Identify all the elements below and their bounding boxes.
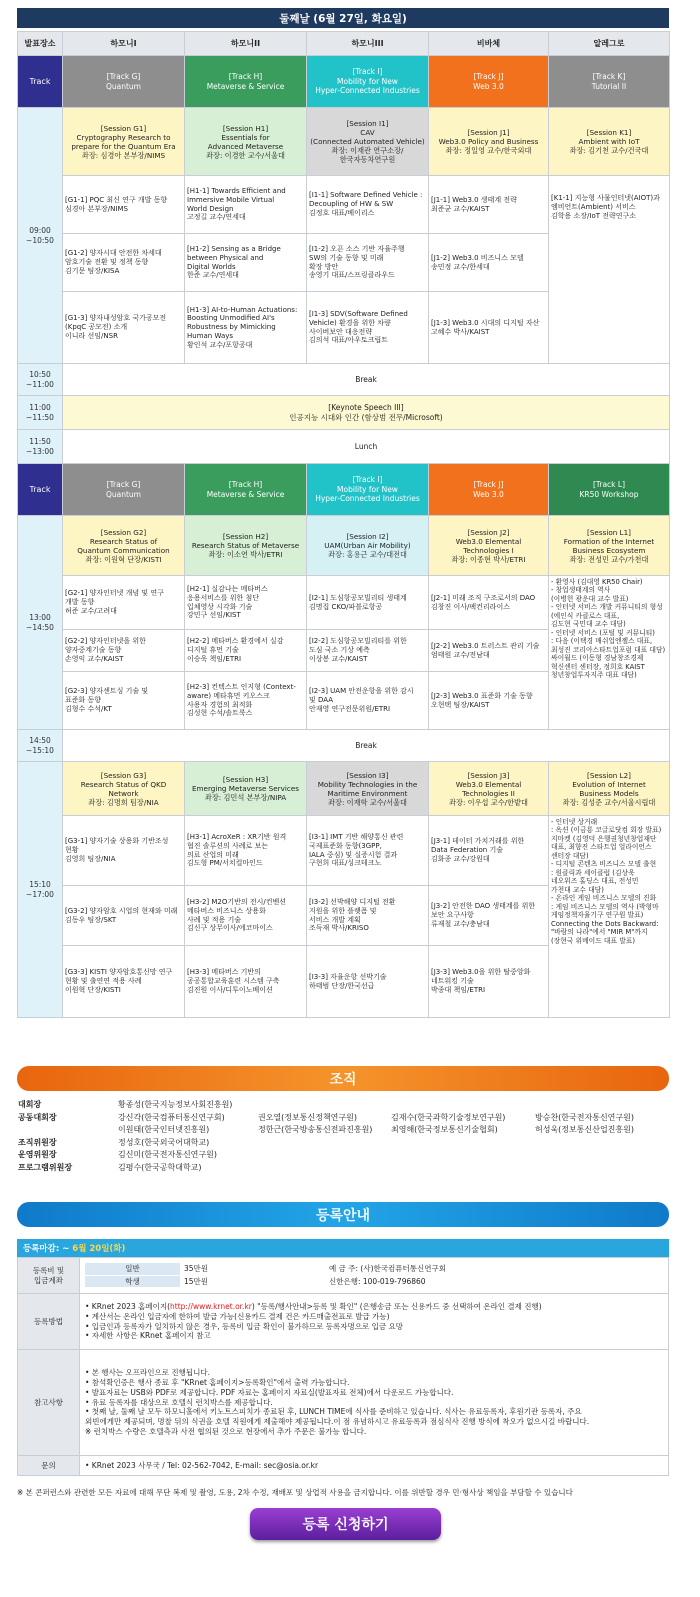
- session-j2: [Session J2] Web3.0 Elemental Technologies I 좌장: 이종현 박사/ETRI: [429, 516, 549, 576]
- talk-g1-1: [G1-1] PQC 최신 연구 개발 동향 심경아 본부장/NIMS: [63, 176, 185, 234]
- session-l2-program: - 인터넷 상거래 : 옥션 (이금룡 코글로닷컴 회장 발표) 지마켓 (김영덕 은행권청년창업재단 대표, 최향진 스타트업 얼라이언스 센터장 대담) - 디지털 콘텐츠 비즈니스 모델 출현 : 원클릭과 세이클럽 (김상욱 네오위즈 홀딩스 대표, 전성민 가천대 교수 대담) - 온라인 게임 비즈니스 모델의 진화 : 게임 비즈니스 모델의 역사 (박형마 게임정책자율기구 연구원 발표) Connecting the Dots Backward: "바람의 나라"에서 "MIR M"까지 (장현국 위메이드 대표 발표): [549, 816, 670, 1018]
- talk-j1-3: [J1-3] Web3.0 시대의 디지털 자산 고혜수 박사/KAIST: [429, 292, 549, 364]
- talk-g3-2: [G3-2] 양자암호 시업의 현재와 미래 김동우 팀장/SKT: [63, 886, 185, 946]
- header-place: 발표장소: [18, 32, 63, 56]
- schedule-table: [17, 31, 670, 1018]
- time-slot: 13:00 ~14:50: [18, 516, 63, 730]
- talk-j1-1: [J1-1] Web3.0 생태계 전략 최준균 교수/KAIST: [429, 176, 549, 234]
- contact-label: 문의: [18, 1456, 80, 1476]
- org-member: 강신각(한국컴퓨터통신연구회): [118, 1112, 225, 1122]
- talk-j3-2: [J3-2] 안전한 DAO 생태계를 위한 보안 요구사항 류재철 교수/충남대: [429, 886, 549, 946]
- talk-h2-3: [H2-3] 컨텍스트 인지형 (Context- aware) 메타휴먼 키오스크 사용자 경험의 최적화 김성현 수석/솔트룩스: [185, 672, 307, 730]
- session-j3: [Session J3] Web3.0 Elemental Technologies II 좌장: 이우섭 교수/한밭대: [429, 762, 549, 816]
- talk-g2-2: [G2-2] 양자인터넷을 위한 양자중계기술 동향 손영익 교수/KAIST: [63, 630, 185, 672]
- session-j1: [Session J1] Web3.0 Policy and Business 좌장: 정일영 교수/한국외대: [429, 108, 549, 176]
- contact-info: • KRnet 2023 사무국 / Tel: 02-562-7042, E-mail: sec@osia.or.kr: [80, 1456, 669, 1476]
- account-number: 신한은행: 100-019-796860: [329, 1276, 426, 1286]
- registration-deadline: 등록마감: ~ 6월 20일(화): [17, 1239, 669, 1257]
- break-row: Break: [63, 364, 670, 396]
- session-l2: [Session L2] Evolution of Internet Business Models 좌장: 김성준 교수/서울시립대: [549, 762, 670, 816]
- talk-h3-2: [H3-2] M2O기반의 전시/컨벤션 메타버스 비즈니스 상용화 사례 및 적용 기술 김신구 상무이사/에코마이스: [185, 886, 307, 946]
- room-harmony-2: 하모니II: [185, 32, 307, 56]
- org-role: 운영위원장: [18, 1150, 57, 1159]
- org-member: 정성호(한국외국어대학교): [118, 1137, 210, 1147]
- talk-h1-1: [H1-1] Towards Efficient and Immersive Mobile Virtual World Design 고정길 교수/연세대: [185, 176, 307, 234]
- track-h: [Track H] Metaverse & Service: [185, 464, 307, 516]
- talk-h2-1: [H2-1] 실감나는 메타버스 응용서비스를 위한 첨단 입체영상 시각화 기술 강민구 선임/KIST: [185, 576, 307, 630]
- talk-k1-1: [K1-1] 지능형 사물인터넷(AIOT)과 엠비언트(Ambient) 서비스 김학용 소장/IoT 전략연구소: [549, 176, 670, 364]
- talk-g1-2: [G1-2] 양자시대 안전한 차세대 암호기술 전환 및 정책 동향 김기문 팀장/KISA: [63, 234, 185, 292]
- session-i2: [Session I2] UAM(Urban Air Mobility) 좌장: 홍용근 교수/대전대: [307, 516, 429, 576]
- talk-i1-3: [I1-3] SDV(Software Defined Vehicle) 환경을 위한 차량 사이버보안 대응전략 김의석 대표/아우토크립트: [307, 292, 429, 364]
- session-k1: [Session K1] Ambient with IoT 좌장: 김기천 교수/건국대: [549, 108, 670, 176]
- room-harmony-3: 하모니III: [307, 32, 429, 56]
- registration-table: [17, 1257, 669, 1476]
- talk-g3-3: [G3-3] KISTI 양자암호통신망 연구 현황 및 출연연 적용 사례 이원혁 단장/KISTI: [63, 946, 185, 1018]
- talk-g1-3: [G1-3] 양자내성암호 국가공모전 (KpqC 공모전) 소개 이니라 선임/NSR: [63, 292, 185, 364]
- org-list: [18, 1099, 668, 1174]
- registration-section: [17, 1239, 669, 1476]
- fee-amount: 15만원: [184, 1276, 209, 1286]
- talk-j2-1: [J2-1] 미래 조직 구조로서의 DAO 김창진 이사/팩컨리라이스: [429, 576, 549, 630]
- talk-j3-1: [J3-1] 데이터 가치거래를 위한 Data Federation 기술 김화종 교수/강원대: [429, 816, 549, 886]
- org-role: 공동대회장: [18, 1112, 57, 1122]
- reference-cell: • 본 행사는 오프라인으로 진행됩니다. • 참석확인증은 행사 종료 후 "KRnet 홈페이지>등록확인"에서 출력 가능합니다. • 발표자료는 USB와 PDF로 제공합니다. PDF 자료는 홈페이지 자료실(발표자료 전체)에서 다운로드 가능합니다. • 유료 등록자를 대상으로 호텔식 런치박스를 제공합니다. • 첫째 날, 둘째 날 모두 하모니홀에서 키노트스피치가 종료된 후, LUNCH TIME에 식사를 준비하고 있습니다. 식사는 유료등록자, 후원기관 등록자, 주요 외빈에게만 제공되며, 명찰 뒤의 식권을 호텔 직원에게 제출해야 제공됩니다.이 점 유념하시고 유료등록과 점심식사 진행 방식에 착오가 없으시길 바랍니다. ※ 런치박스 수량은 호텔측과 사전 협의된 것으로 현장에서 추가 주문은 불가능 합니다.: [80, 1350, 669, 1456]
- talk-i3-2: [I3-2] 선박해양 디지털 전환 지원을 위한 플랫폼 및 서비스 개발 계획 조득재 박사/KRISO: [307, 886, 429, 946]
- track-g: [Track G] Quantum: [63, 464, 185, 516]
- day-title: 둘째날 (6월 27일, 화요일): [17, 8, 669, 28]
- session-h2: [Session H2] Research Status of Metaverse 좌장: 이소연 박사/ETRI: [185, 516, 307, 576]
- talk-h1-2: [H1-2] Sensing as a Bridge between Physical and Digital Worlds 한준 교수/연세대: [185, 234, 307, 292]
- org-member: 권오열(정보통신정책연구원): [258, 1112, 357, 1122]
- time-slot: 15:10 ~17:00: [18, 762, 63, 1018]
- org-member: 황종성(한국지능정보사회진흥원): [118, 1100, 233, 1109]
- track-label: Track: [18, 56, 63, 108]
- room-allegro: 알레그로: [549, 32, 670, 56]
- track-k: [Track K] Tutorial II: [549, 56, 670, 108]
- org-member: 허성욱(정보통신산업진흥원): [535, 1125, 634, 1134]
- talk-i3-3: [I3-3] 자율운항 선박기술 하태범 단장/한국선급: [307, 946, 429, 1018]
- talk-j2-3: [J2-3] Web3.0 표준화 기술 동향 오현택 팀장/KAIST: [429, 672, 549, 730]
- account-holder: 예 금 주: (사)한국컴퓨터통신연구회: [329, 1263, 446, 1273]
- session-g2: [Session G2] Research Status of Quantum Communication 좌장: 이원혁 단장/KISTI: [63, 516, 185, 576]
- talk-h3-3: [H3-3] 메타버스 기반의 공공통합교육훈련 시스템 구축 김진원 이사/디투이노베이션: [185, 946, 307, 1018]
- talk-i1-1: [I1-1] Software Defined Vehicle : Decoupling of HW & SW 김정호 대표/베이리스: [307, 176, 429, 234]
- session-l1: [Session L1] Formation of the Internet Business Ecosystem 좌장: 전성민 교수/가천대: [549, 516, 670, 576]
- copyright-notice: ※ 본 콘퍼런스와 관련한 모든 자료에 대해 무단 복제 및 촬영, 도용, 2차 수정, 재배포 및 상업적 사용을 금지합니다. 이를 위반할 경우 민·형사상 책임을 부담할 수 있습니다: [17, 1488, 573, 1497]
- track-g: [Track G] Quantum: [63, 56, 185, 108]
- method-label: 등록방법: [18, 1294, 80, 1350]
- session-h1: [Session H1] Essentials for Advanced Metaverse 좌장: 이경한 교수/서울대: [185, 108, 307, 176]
- talk-g2-3: [G2-3] 양자센트싱 기술 및 표준화 동향 김형수 수석/KT: [63, 672, 185, 730]
- method-cell: • KRnet 2023 홈페이지(http://www.krnet.or.kr) "등록/행사안내>등록 및 확인" (은행송금 또는 신용카드 중 선택하여 온라인 결제 진행) • 계산서는 온라인 입금자에 한하여 발급 가능(신용카드 결제 건은 카드매출전표로 발급 가능) • 입금인과 등록자가 일치하지 않은 경우, 등록비 입금 확인이 불가하므로 등록자명으로 입금 요망 • 자세한 사항은 KRnet 홈페이지 참고: [80, 1294, 669, 1350]
- track-j: [Track J] Web 3.0: [429, 56, 549, 108]
- session-l1-program: - 환영사 (김대영 KR50 Chair) - 창업생태계의 역사 (이병헌 광운대 교수 발표) - 인터넷 서비스 개발 커뮤니티의 형성 (에인식 카클로스 대표, 김도현 국민대 교수 대담) - 인터넷 서비스 (포털 및 커뮤니티) : 다음 (이택경 매쉬업엔젤스 대표, 최성진 코리아스타트업포럼 대표 대담) 싸이월드 (이동형 경남창조경제 혁신센터 센터장, 정희호 KAIST 청년창업투자지주 대표 대담): [549, 576, 670, 730]
- org-member: 방승찬(한국전자통신연구원): [535, 1112, 634, 1122]
- org-title: 조직: [17, 1066, 669, 1091]
- lunch-row: Lunch: [63, 430, 670, 464]
- register-button[interactable]: 등록 신청하기: [250, 1508, 441, 1540]
- talk-j2-2: [J2-2] Web3.0 트러스트 관리 기술 엄태원 교수/전남대: [429, 630, 549, 672]
- org-role: 프로그램위원장: [18, 1162, 73, 1172]
- talk-h1-3: [H1-3] AI-to-Human Actuations: Boosting Unmodified AI's Robustness by Mimicking Human Ways 황인석 교수/포항공대: [185, 292, 307, 364]
- org-member: 김평수(한국공학대학교): [118, 1162, 202, 1172]
- session-h3: [Session H3] Emerging Metaverse Services 좌장: 김민석 본부장/NIPA: [185, 762, 307, 816]
- track-h: [Track H] Metaverse & Service: [185, 56, 307, 108]
- room-vivace: 비바체: [429, 32, 549, 56]
- org-role: 대회장: [18, 1100, 42, 1109]
- time-slot: 11:00 ~11:50: [18, 396, 63, 430]
- homepage-link[interactable]: http://www.krnet.or.kr: [170, 1302, 252, 1311]
- fee-type: 학생: [85, 1276, 180, 1289]
- track-label: Track: [18, 464, 63, 516]
- track-i: [Track I] Mobility for New Hyper-Connected Industries: [307, 464, 429, 516]
- talk-g3-1: [G3-1] 양자기술 상용화 기반조성 현황 김영희 팀장/NIA: [63, 816, 185, 886]
- talk-h2-2: [H2-2] 메타버스 환경에서 실감 디지털 휴먼 기술 이승욱 책임/ETRI: [185, 630, 307, 672]
- talk-j3-3: [J3-3] Web3.0을 위한 탈중앙화 네트워킹 기술 박종대 책임/ETRI: [429, 946, 549, 1018]
- fee-label: 등록비 및 입금계좌: [18, 1258, 80, 1294]
- room-harmony-1: 하모니I: [63, 32, 185, 56]
- org-member: 김재수(한국과학기술정보연구원): [391, 1112, 506, 1122]
- keynote-row: [Keynote Speech III] 인공지능 시대와 인간 (함상범 전무/Microsoft): [63, 396, 670, 430]
- track-i: [Track I] Mobility for New Hyper-Connected Industries: [307, 56, 429, 108]
- talk-i2-3: [I2-3] UAM 안전운항을 위한 감시 및 DAA 안재영 연구전문위원/ETRI: [307, 672, 429, 730]
- track-l: [Track L] KR50 Workshop: [549, 464, 670, 516]
- org-member: 최영해(한국정보통신기술협회): [391, 1125, 498, 1134]
- session-g1: [Session G1] Cryptography Research to prepare for the Quantum Era 좌장: 심경아 본부장/NIMS: [63, 108, 185, 176]
- org-member: 정한근(한국방송통신전파진흥원): [258, 1125, 373, 1134]
- talk-j1-2: [J1-2] Web3.0 비즈니스 모델 송민정 교수/한세대: [429, 234, 549, 292]
- talk-i1-2: [I1-2] 오픈 소스 기반 자율주행 SW의 기술 동향 및 미래 확장 방안 송영기 대표/스프링클라우드: [307, 234, 429, 292]
- talk-i3-1: [I3-1] IMT 기반 해양통신 관련 국제표준화 동향(3GPP, IALA 중심) 및 실증시험 결과 구현희 대표/싱크테크노: [307, 816, 429, 886]
- session-i3: [Session I3] Mobility Technologies in the Maritime Environment 좌장: 이재학 교수/서울대: [307, 762, 429, 816]
- session-i1: [Session I1] CAV (Connected Automated Vehicle) 좌장: 이재관 연구소장/ 한국자동차연구원: [307, 108, 429, 176]
- time-slot: 11:50 ~13:00: [18, 430, 63, 464]
- fee-type: 일반: [85, 1263, 180, 1276]
- talk-i2-1: [I2-1] 도심항공모빌리티 생태계 김명집 CKO/파블로항공: [307, 576, 429, 630]
- reference-label: 참고사항: [18, 1350, 80, 1456]
- session-g3: [Session G3] Research Status of QKD Network 좌장: 김명희 팀장/NIA: [63, 762, 185, 816]
- org-member: 김신미(한국전자통신연구원): [118, 1150, 217, 1159]
- track-j: [Track J] Web 3.0: [429, 464, 549, 516]
- time-slot: 09:00 ~10:50: [18, 108, 63, 364]
- time-slot: 10:50 ~11:00: [18, 364, 63, 396]
- fee-amount: 35만원: [184, 1263, 209, 1273]
- registration-title: 등록안내: [17, 1202, 669, 1227]
- org-member: 이원태(한국인터넷진흥원): [118, 1125, 210, 1134]
- talk-g2-1: [G2-1] 양자인터넷 개념 및 연구 개발 동향 허준 교수/고려대: [63, 576, 185, 630]
- time-slot: 14:50 ~15:10: [18, 730, 63, 762]
- fee-cell: [80, 1258, 669, 1294]
- break-row: Break: [63, 730, 670, 762]
- talk-i2-2: [I2-2] 도심항공모빌리티를 위한 도심 국소 기상 예측 이상봉 교수/KAIST: [307, 630, 429, 672]
- talk-h3-1: [H3-1] AcroXeR : XR기반 원격 협진 솔루션의 사례로 보는 의료 산업의 미래 김도형 PM/서치컬마인드: [185, 816, 307, 886]
- org-role: 조직위원장: [18, 1137, 57, 1147]
